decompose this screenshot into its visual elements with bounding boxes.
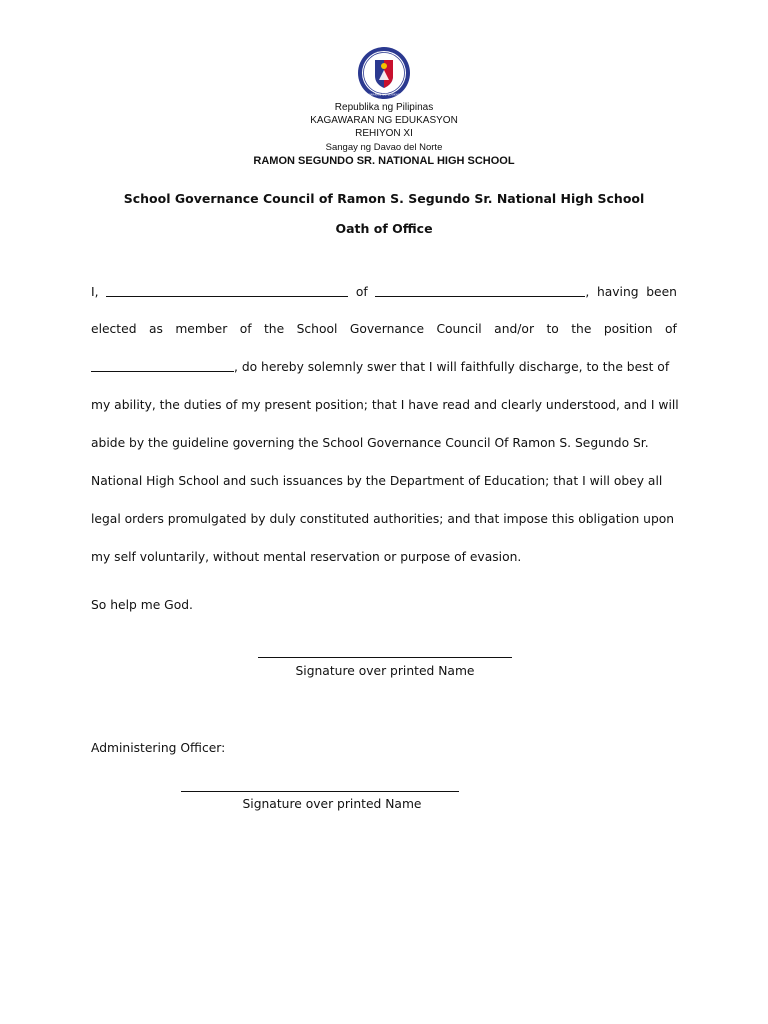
oath-word: position: [603, 322, 653, 336]
department-line: KAGAWARAN NG EDUKASYON: [310, 115, 458, 126]
signature-line-administering-officer[interactable]: [181, 791, 459, 792]
region-line: REHIYON XI: [355, 128, 413, 139]
oath-line-1: [91, 284, 677, 300]
document-subtitle: Oath of Office: [335, 221, 433, 236]
oath-line-8: my self voluntarily, without mental reservation or purpose of evasion.: [91, 550, 522, 564]
administering-officer-label: Administering Officer:: [91, 741, 226, 755]
oath-line-4: my ability, the duties of my present position; that I have read and clearly understood, and I will: [91, 398, 679, 412]
oath-line-6: National High School and such issuances by the Department of Education; that I will obey all: [91, 474, 663, 488]
signature-label-administering-officer: Signature over printed Name: [242, 797, 422, 811]
republic-line: Republika ng Pilipinas: [334, 102, 434, 113]
position-blank[interactable]: [91, 359, 234, 372]
oath-word: the: [571, 322, 592, 336]
oath-word: member: [175, 322, 228, 336]
comma: ,: [585, 285, 590, 299]
oath-word: I,: [91, 285, 99, 299]
oath-word: Governance: [349, 322, 425, 336]
oath-word: to: [546, 322, 559, 336]
oath-word: the: [263, 322, 285, 336]
oath-line-2: [91, 321, 677, 337]
oath-word: of: [355, 285, 368, 299]
oath-line-5: abide by the guideline governing the School Governance Council Of Ramon S. Segundo Sr.: [91, 436, 649, 450]
signature-label-oath-taker: Signature over printed Name: [295, 664, 475, 678]
document-title: School Governance Council of Ramon S. Segundo Sr. National High School: [123, 191, 645, 206]
oath-word: of: [664, 322, 677, 336]
address-blank[interactable]: [375, 284, 585, 297]
oath-word: Council: [436, 322, 482, 336]
oath-line-3: [91, 359, 677, 375]
oath-word: of: [239, 322, 252, 336]
closing-line: So help me God.: [91, 598, 193, 612]
school-name: RAMON SEGUNDO SR. NATIONAL HIGH SCHOOL: [253, 155, 515, 167]
name-blank[interactable]: [106, 284, 348, 297]
oath-word: having: [596, 285, 639, 299]
signature-line-oath-taker[interactable]: [258, 657, 512, 658]
oath-word: and/or: [494, 322, 535, 336]
oath-word: as: [148, 322, 163, 336]
oath-line-7: legal orders promulgated by duly constituted authorities; and that impose this obligation upon: [91, 512, 675, 526]
oath-word: been: [646, 285, 677, 299]
oath-word: elected: [91, 322, 137, 336]
oath-word: School: [296, 322, 338, 336]
deped-seal-icon: [357, 46, 411, 100]
address-group: [375, 284, 589, 300]
svg-text:KAGAWARAN NG EDUKASYON: KAGAWARAN NG EDUKASYON: [361, 92, 407, 97]
oath-text: , do hereby solemnly swer that I will faithfully discharge, to the best of: [234, 360, 670, 374]
division-line: Sangay ng Davao del Norte: [325, 142, 443, 153]
